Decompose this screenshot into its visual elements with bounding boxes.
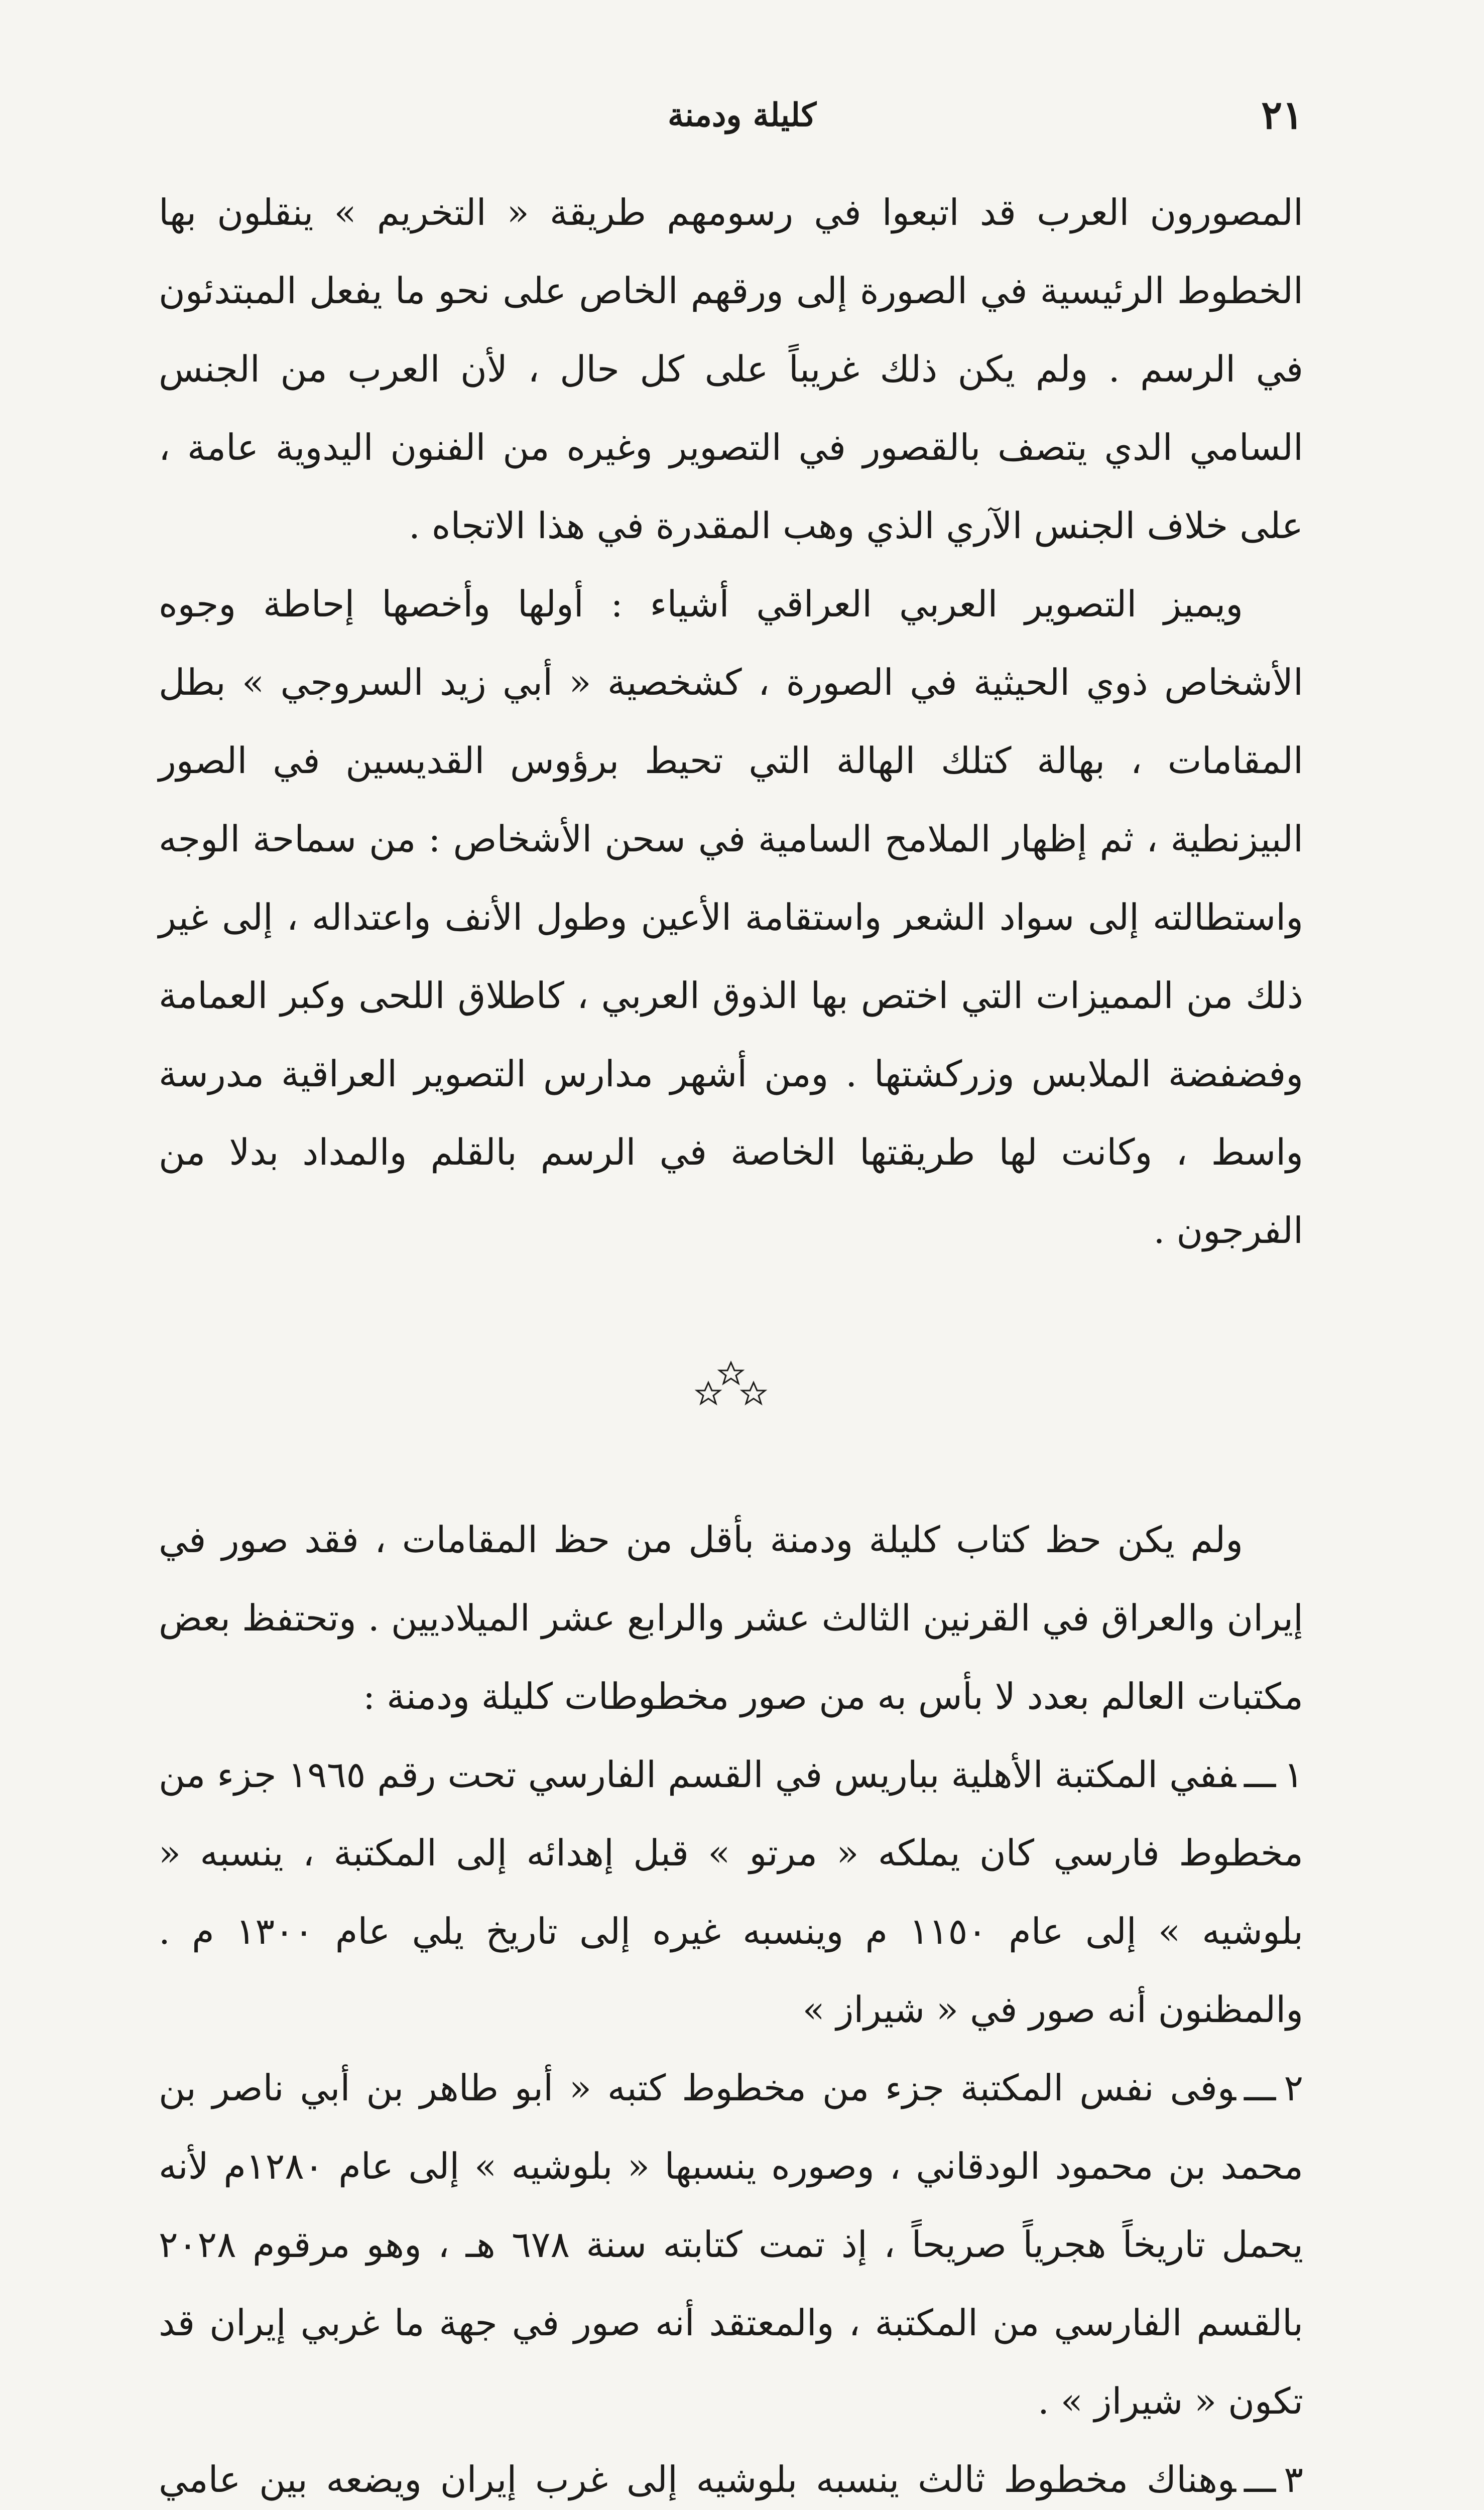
- list-item-text: وفى نفس المكتبة جزء من مخطوط كتبه « أبو طاهر بن أبي ناصر بن محمد بن محمود الودقاني ، وصوره ينسبها « بلوشيه » إلى عام ١٢٨٠م لأنه يحمل تاريخاً هجرياً صريحاً ، إذ تمت كتابته سنة ٦٧٨ هـ ، وهو مرقوم ٢٠٢٨ بالقسم الفارسي من المكتبة ، والمعتقد أنه صور في جهة ما غربي إيران قد تكون « شيراز » .: [159, 2067, 1304, 2422]
- list-item: [159, 2440, 1303, 2510]
- list-item-number: ١: [1284, 1753, 1303, 1796]
- running-title: كليلة ودمنة: [667, 96, 817, 134]
- list-dash: ـــ: [1244, 2458, 1276, 2500]
- paragraph: ويميز التصوير العربي العراقي أشياء : أولها وأخصها إحاطة وجوه الأشخاص ذوي الحيثية في الصورة ، كشخصية « أبي زيد السروجي » بطل المقامات ، بهالة كتلك الهالة التي تحيط برؤوس القديسين في الصور البيزنطية ، ثم إظهار الملامح السامية في سحن الأشخاص : من سماحة الوجه واستطالته إلى سواد الشعر واستقامة الأعين وطول الأنف واعتداله ، إلى غير ذلك من المميزات التي اختص بها الذوق العربي ، كاطلاق اللحى وكبر العمامة وفضفضة الملابس وزركشتها . ومن أشهر مدارس التصوير العراقية مدرسة واسط ، وكانت لها طريقتها الخاصة في الرسم بالقلم والمداد بدلا من الفرجون .: [159, 583, 1303, 1251]
- paragraph: ولم يكن حظ كتاب كليلة ودمنة بأقل من حظ المقامات ، فقد صور في إيران والعراق في القرنين الثالث عشر والرابع عشر الميلاديين . وتحتفظ بعض مكتبات العالم بعدد لا بأس به من صور مخطوطات كليلة ودمنة :: [159, 1519, 1303, 1717]
- paragraph: المصورون العرب قد اتبعوا في رسومهم طريقة « التخريم » ينقلون بها الخطوط الرئيسية في الصورة إلى ورقهم الخاص على نحو ما يفعل المبتدئون في الرسم . ولم يكن ذلك غريباً على كل حال ، لأن العرب من الجنس السامي الدي يتصف بالقصور في التصوير وغيره من الفنون اليدوية عامة ، على خلاف الجنس الآري الذي وهب المقدرة في هذا الاتجاه .: [159, 191, 1303, 547]
- star-icon: [719, 1362, 743, 1384]
- section-divider: [159, 1270, 1303, 1500]
- star-icon: [697, 1383, 720, 1404]
- page-number: ٢١: [1261, 92, 1303, 138]
- three-stars-icon: [686, 1357, 776, 1413]
- list-item-number: ٣: [1284, 2458, 1303, 2500]
- list-item-text: ففي المكتبة الأهلية بباريس في القسم الفارسي تحت رقم ١٩٦٥ جزء من مخطوط فارسي كان يملكه « مرتو » قبل إهدائه إلى المكتبة ، ينسبه « بلوشيه » إلى عام ١١٥٠ م وينسبه غيره إلى تاريخ يلي عام ١٣٠٠ م . والمظنون أنه صور في « شيراز »: [159, 1753, 1303, 2031]
- list-item: [159, 1735, 1303, 2049]
- list-dash: ـــ: [1244, 2067, 1276, 2109]
- body-text: [159, 173, 1303, 2510]
- page-header: [181, 88, 1303, 143]
- list-item-text: وهناك مخطوط ثالث ينسبه بلوشيه إلى غرب إيران ويضعه بين عامي: [159, 2458, 1236, 2500]
- star-icon: [742, 1383, 765, 1404]
- list-item-number: ٢: [1284, 2067, 1303, 2109]
- list-dash: ـــ: [1244, 1753, 1276, 1796]
- list-item: [159, 2049, 1303, 2440]
